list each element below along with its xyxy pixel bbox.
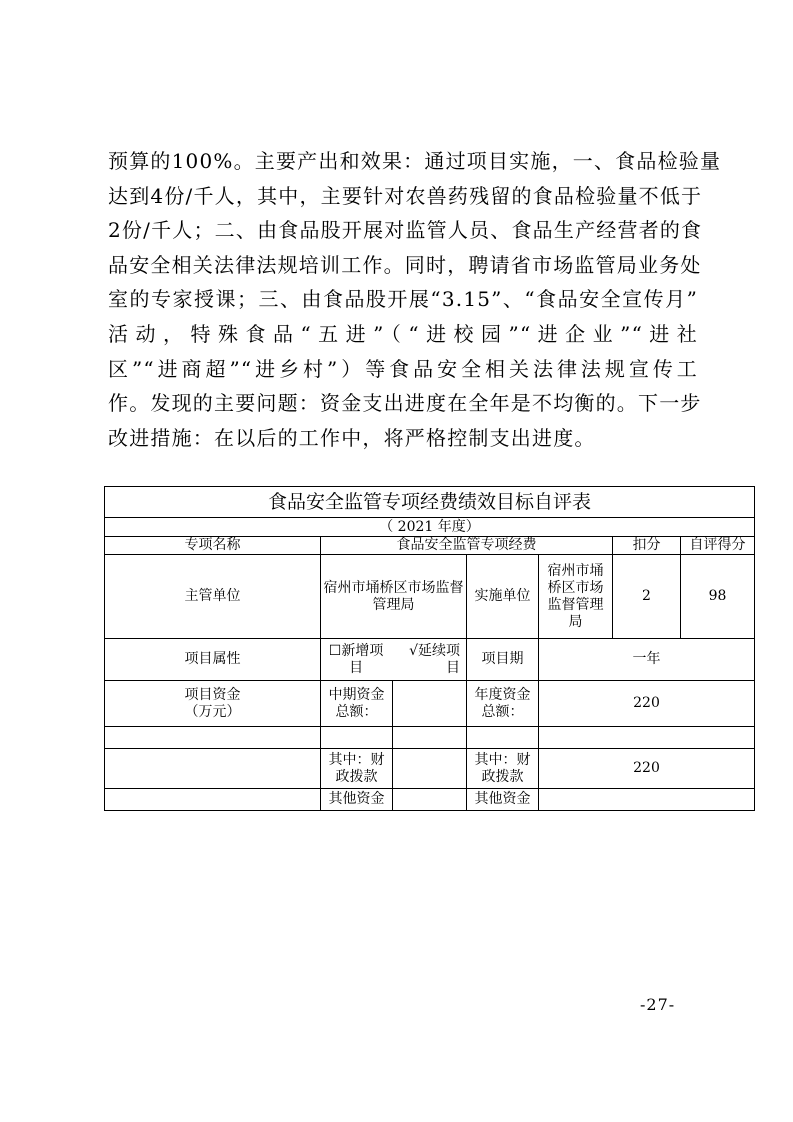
score-label: 自评得分: [681, 537, 755, 555]
implementer-value: 宿州市埇桥区市场监督管理局: [539, 555, 613, 639]
implementer-label: 实施单位: [467, 555, 539, 639]
annual-total-value: 220: [539, 681, 755, 727]
score-value: 98: [681, 555, 755, 639]
empty-cell: [539, 789, 755, 811]
paragraph-line: 预算的100%。主要产出和效果：通过项目实施，一、食品检验量: [108, 149, 722, 173]
empty-cell: [105, 727, 321, 749]
fiscal-label: 其中：财政拨款: [321, 749, 393, 789]
deduct-value: 2: [613, 555, 681, 639]
other-funds-label: 其他资金: [321, 789, 393, 811]
empty-cell: [393, 789, 467, 811]
table-year: （ 2021 年度）: [105, 518, 755, 537]
empty-cell: [393, 749, 467, 789]
fiscal-amount: 220: [539, 749, 755, 789]
period-value: 一年: [539, 639, 755, 681]
paragraph-line: 区”“进商超”“进乡村”）等食品安全相关法律法规宣传工: [108, 356, 698, 381]
paragraph-line: 达到4份/千人，其中，主要针对农兽药残留的食品检验量不低于: [108, 183, 703, 208]
mid-total-label: 中期资金总额：: [321, 681, 393, 727]
attribute-label: 项目属性: [105, 639, 321, 681]
funds-label: [105, 681, 321, 727]
table-title: 食品安全监管专项经费绩效目标自评表: [105, 487, 755, 518]
supervisor-label: 主管单位: [105, 555, 321, 639]
empty-cell: [467, 727, 539, 749]
paragraph-line: 品安全相关法律法规培训工作。同时，聘请省市场监管局业务处: [108, 252, 702, 277]
checkbox-continued-project: √延续项目: [409, 642, 460, 676]
empty-cell: [321, 727, 393, 749]
funds-label-text: 项目资金: [184, 686, 241, 703]
empty-cell: [105, 749, 321, 789]
empty-cell: [539, 727, 755, 749]
supervisor-value: 宿州市埇桥区市场监督管理局: [321, 555, 467, 639]
body-paragraph: [108, 144, 722, 455]
paragraph-line: 室的专家授课；三、由食品股开展“3.15”、“食品安全宣传月”: [108, 287, 698, 312]
project-name: 食品安全监管专项经费: [321, 537, 613, 555]
attribute-options: [321, 639, 467, 681]
paragraph-line: 作。发现的主要问题：资金支出进度在全年是不均衡的。下一步: [108, 391, 702, 416]
funds-unit: （万元）: [184, 703, 241, 720]
empty-cell: [393, 727, 467, 749]
self-evaluation-table: [104, 486, 755, 811]
mid-total-value: [393, 681, 467, 727]
deduct-label: 扣分: [613, 537, 681, 555]
empty-cell: [105, 789, 321, 811]
annual-total-label: 年度资金总额：: [467, 681, 539, 727]
page-number: -27-: [640, 995, 676, 1014]
period-label: 项目期: [467, 639, 539, 681]
project-name-label: 专项名称: [105, 537, 321, 555]
checkbox-new-project: ☐新增项目: [328, 642, 384, 676]
fiscal-label: 其中：财政拨款: [467, 749, 539, 789]
other-funds-label: 其他资金: [467, 789, 539, 811]
paragraph-line: 改进措施：在以后的工作中，将严格控制支出进度。: [108, 425, 596, 450]
paragraph-line: 活动，特殊食品“五进”（“进校园”“进企业”“进社: [108, 321, 698, 346]
paragraph-line: 2份/千人；二、由食品股开展对监管人员、食品生产经营者的食: [108, 218, 703, 243]
